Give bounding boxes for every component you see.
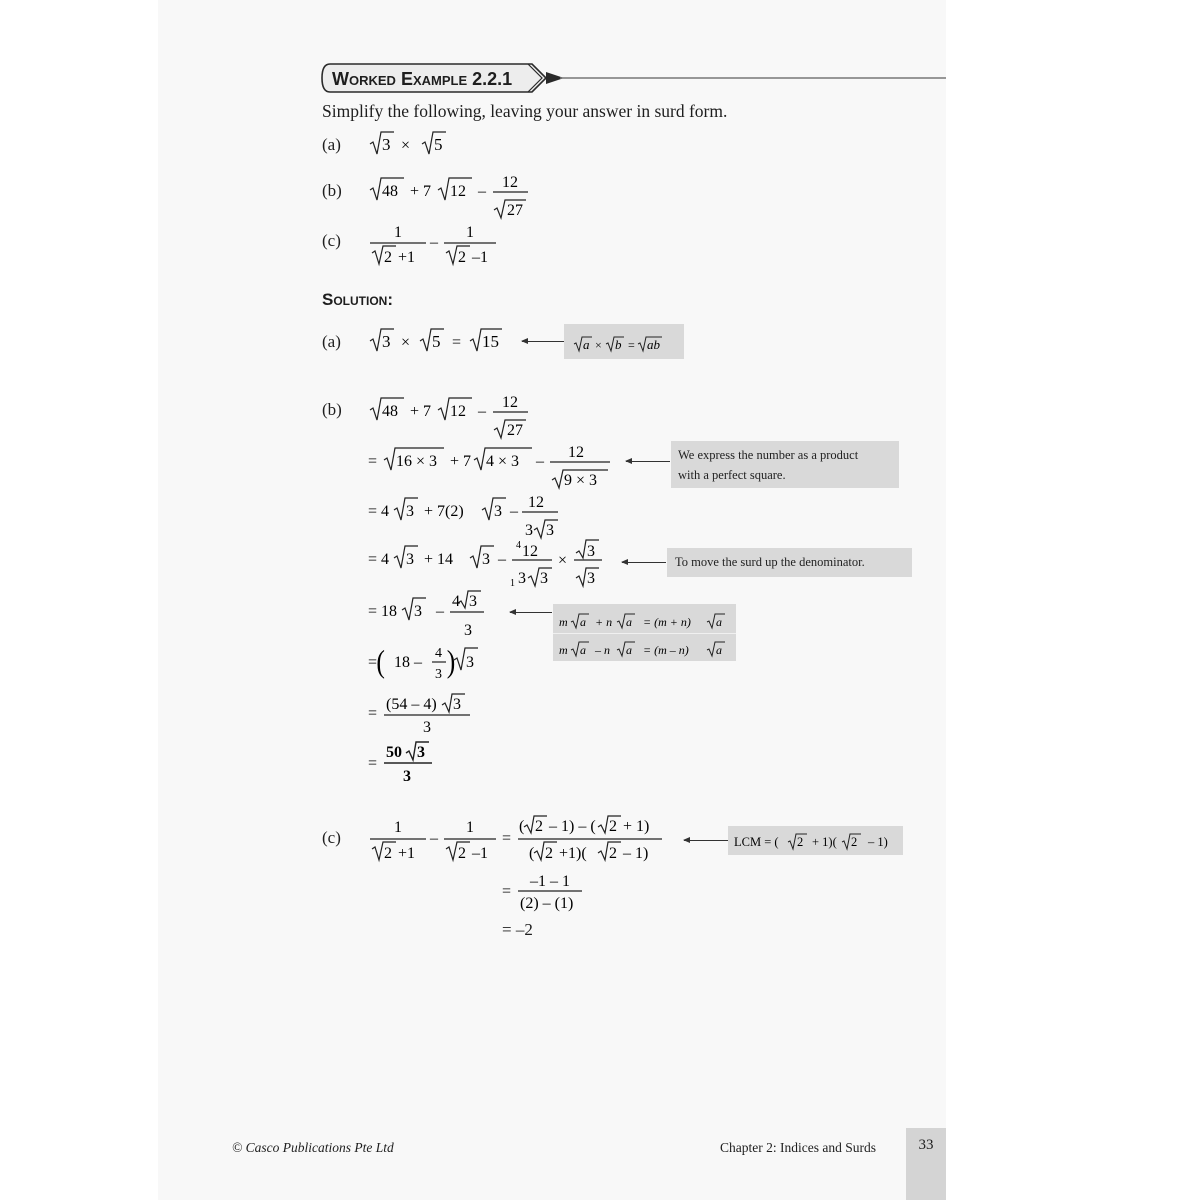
- svg-text:2: 2: [384, 845, 392, 862]
- svg-text:–1: –1: [472, 845, 488, 862]
- solution-c-note: [728, 826, 903, 855]
- svg-text:3: 3: [453, 696, 461, 713]
- solution-b-line7: [366, 738, 446, 786]
- svg-text:3: 3: [469, 593, 477, 610]
- svg-text:3: 3: [414, 603, 422, 620]
- worked-example-title: Worked Example 2.2.1: [332, 69, 513, 89]
- solution-b-line6: [366, 690, 486, 738]
- footer-chapter: Chapter 2: Indices and Surds: [720, 1140, 876, 1155]
- svg-text:12: 12: [502, 394, 518, 411]
- svg-text:(2) – (1): (2) – (1): [520, 895, 574, 912]
- solution-b-note1: [671, 441, 899, 488]
- svg-text:a: a: [626, 643, 632, 657]
- question-b-num: 12: [502, 174, 518, 191]
- solution-b-line4: [366, 590, 496, 640]
- svg-text:=: =: [452, 334, 462, 351]
- question-a-root2: 5: [434, 135, 443, 154]
- solution-label-a: (a): [322, 332, 341, 351]
- question-c-num1: 1: [394, 224, 402, 241]
- svg-text:a: a: [580, 615, 586, 629]
- svg-text:=: =: [368, 755, 378, 772]
- question-label-b: (b): [322, 181, 342, 200]
- svg-text:3: 3: [518, 570, 526, 587]
- svg-text:4: 4: [516, 540, 521, 551]
- svg-text:= (m – n): = (m – n): [643, 643, 689, 657]
- question-c-op: –: [430, 234, 438, 251]
- svg-text:3: 3: [403, 768, 411, 785]
- note-a-root-a: a: [583, 337, 590, 352]
- svg-text:16 × 3: 16 × 3: [396, 453, 438, 470]
- svg-text:a: a: [716, 615, 722, 629]
- question-prompt: Simplify the following, leaving your answer in surd form.: [322, 101, 728, 121]
- question-b-expression: [368, 170, 538, 220]
- svg-text:12: 12: [450, 403, 466, 420]
- svg-text:= 4: = 4: [368, 503, 390, 520]
- svg-text:3: 3: [406, 503, 414, 520]
- svg-text:×: ×: [558, 552, 568, 569]
- svg-text:(: (: [529, 845, 535, 862]
- svg-text:3: 3: [406, 551, 414, 568]
- solution-b-line1: [366, 440, 616, 490]
- svg-text:= 18: = 18: [368, 603, 398, 620]
- svg-text:4 × 3: 4 × 3: [486, 453, 520, 470]
- svg-text:+ 14: + 14: [424, 551, 454, 568]
- svg-text:9 × 3: 9 × 3: [564, 472, 598, 489]
- svg-text:×: ×: [595, 338, 602, 352]
- svg-text:): ): [446, 644, 456, 680]
- svg-text:= (m + n): = (m + n): [643, 615, 691, 629]
- page-number: 33: [918, 1137, 934, 1153]
- svg-text:–: –: [536, 453, 544, 470]
- svg-text:(: (: [519, 818, 525, 835]
- svg-text:4: 4: [452, 593, 460, 610]
- question-label-a: (a): [322, 135, 341, 154]
- note1-line1: We express the number as a product: [678, 448, 859, 462]
- footer-copyright: © Casco Publications Pte Ltd: [232, 1140, 394, 1155]
- note1-line2: with a perfect square.: [678, 468, 786, 482]
- footer-page-tab: [906, 1128, 946, 1200]
- svg-text:+ 7: + 7: [410, 403, 432, 420]
- svg-text:1: 1: [510, 578, 515, 589]
- svg-text:2: 2: [609, 845, 617, 862]
- svg-text:+ 1): + 1): [623, 818, 650, 835]
- svg-text:=: =: [628, 338, 635, 352]
- svg-text:=: =: [502, 830, 512, 847]
- svg-text:3: 3: [482, 551, 490, 568]
- question-b-root2: 12: [450, 183, 466, 200]
- svg-text:–: –: [510, 503, 518, 520]
- svg-text:3: 3: [464, 622, 472, 639]
- note-a-root-ab: ab: [647, 337, 660, 352]
- solution-a-expression: [368, 325, 508, 355]
- svg-text:+ 7: + 7: [450, 453, 472, 470]
- svg-text:27: 27: [507, 422, 523, 439]
- solution-b-line0: [368, 390, 538, 440]
- svg-text:+1: +1: [398, 845, 416, 862]
- svg-text:m: m: [559, 643, 568, 657]
- svg-text:(54 – 4): (54 – 4): [386, 696, 437, 713]
- question-c-num2: 1: [466, 224, 474, 241]
- lcm-formula: [728, 826, 903, 855]
- svg-text:1: 1: [394, 819, 402, 836]
- svg-text:–: –: [498, 551, 506, 568]
- solution-b-arrow3: [510, 612, 552, 613]
- question-a-expression: [368, 128, 488, 158]
- svg-text:– n: – n: [595, 643, 610, 657]
- solution-a-arrow: [522, 341, 564, 342]
- solution-c-line0: [368, 814, 668, 866]
- solution-b-arrow2: [622, 562, 666, 563]
- svg-text:50: 50: [386, 744, 402, 761]
- note-a-root-b: b: [615, 337, 622, 352]
- svg-text:3: 3: [587, 570, 595, 587]
- svg-text:(: (: [376, 644, 385, 680]
- solution-heading: Solution:: [322, 290, 393, 309]
- svg-text:–: –: [436, 603, 444, 620]
- svg-text:48: 48: [382, 403, 398, 420]
- svg-text:+1)(: +1)(: [559, 845, 587, 862]
- question-c-den2-tail: –1: [472, 249, 488, 266]
- question-b-root1: 48: [382, 183, 398, 200]
- solution-c-arrow: [684, 840, 728, 841]
- question-label-c: (c): [322, 231, 341, 250]
- svg-text:LCM = (: LCM = (: [734, 835, 779, 849]
- svg-text:2: 2: [458, 845, 466, 862]
- svg-text:3: 3: [540, 570, 548, 587]
- solution-b-line5: [366, 640, 496, 690]
- svg-text:2: 2: [545, 845, 553, 862]
- svg-text:=: =: [368, 453, 378, 470]
- svg-text:=: =: [368, 654, 378, 671]
- question-b-den: 27: [507, 202, 523, 219]
- svg-text:m: m: [559, 615, 568, 629]
- question-c-den1-tail: +1: [398, 249, 416, 266]
- svg-text:3: 3: [423, 719, 431, 736]
- solution-c-line1: [500, 868, 590, 914]
- svg-text:– 1): – 1): [623, 845, 649, 862]
- solution-b-note2: To move the surd up the denominator.: [667, 548, 912, 577]
- textbook-page: [158, 0, 946, 1200]
- svg-text:a: a: [580, 643, 586, 657]
- question-b-coef: + 7: [410, 183, 432, 200]
- svg-text:a: a: [626, 615, 632, 629]
- svg-text:4: 4: [435, 646, 442, 661]
- solution-a-root3: 15: [482, 332, 499, 351]
- solution-a-note: [564, 324, 684, 359]
- svg-text:3: 3: [546, 522, 554, 539]
- svg-text:2: 2: [851, 835, 858, 849]
- question-c-den1-root: 2: [384, 249, 392, 266]
- solution-a-root2: 5: [432, 332, 441, 351]
- svg-text:12: 12: [568, 444, 584, 461]
- product-rule-formula: [564, 324, 684, 359]
- note3-divider: [553, 633, 736, 634]
- svg-text:2: 2: [609, 818, 617, 835]
- svg-text:+ 7(2): + 7(2): [424, 503, 464, 520]
- svg-text:=: =: [368, 705, 378, 722]
- svg-text:18 –: 18 –: [394, 654, 422, 671]
- svg-text:– 1) – (: – 1) – (: [549, 818, 596, 835]
- solution-label-c: (c): [322, 828, 341, 847]
- svg-text:3: 3: [525, 522, 533, 539]
- solution-b-note3: [553, 604, 736, 661]
- svg-text:–1 – 1: –1 – 1: [530, 873, 570, 890]
- svg-text:1: 1: [466, 819, 474, 836]
- svg-text:–: –: [430, 830, 438, 847]
- solution-b-line3: [366, 538, 616, 590]
- svg-text:=: =: [502, 883, 512, 900]
- solution-c-final: = –2: [502, 920, 533, 939]
- solution-b-arrow1: [626, 461, 670, 462]
- svg-text:3: 3: [466, 654, 474, 671]
- solution-b-line2: [366, 490, 566, 540]
- question-c-expression: [368, 220, 508, 272]
- svg-text:+ 1)(: + 1)(: [812, 835, 837, 849]
- svg-text:×: ×: [401, 137, 411, 154]
- svg-text:– 1): – 1): [868, 835, 888, 849]
- solution-label-b: (b): [322, 400, 342, 419]
- svg-text:3: 3: [417, 744, 425, 761]
- question-b-op: –: [478, 183, 486, 200]
- svg-text:2: 2: [535, 818, 543, 835]
- svg-text:3: 3: [435, 667, 442, 682]
- question-c-den2-root: 2: [458, 249, 466, 266]
- svg-text:3: 3: [494, 503, 502, 520]
- svg-text:2: 2: [797, 835, 804, 849]
- svg-text:= 4: = 4: [368, 551, 390, 568]
- svg-text:×: ×: [401, 334, 411, 351]
- svg-text:+ n: + n: [595, 615, 613, 629]
- svg-text:a: a: [716, 643, 722, 657]
- question-a-root1: 3: [382, 135, 391, 154]
- solution-a-root1: 3: [382, 332, 391, 351]
- svg-text:3: 3: [587, 543, 595, 560]
- svg-text:12: 12: [522, 543, 538, 560]
- svg-text:12: 12: [528, 494, 544, 511]
- svg-text:–: –: [478, 403, 486, 420]
